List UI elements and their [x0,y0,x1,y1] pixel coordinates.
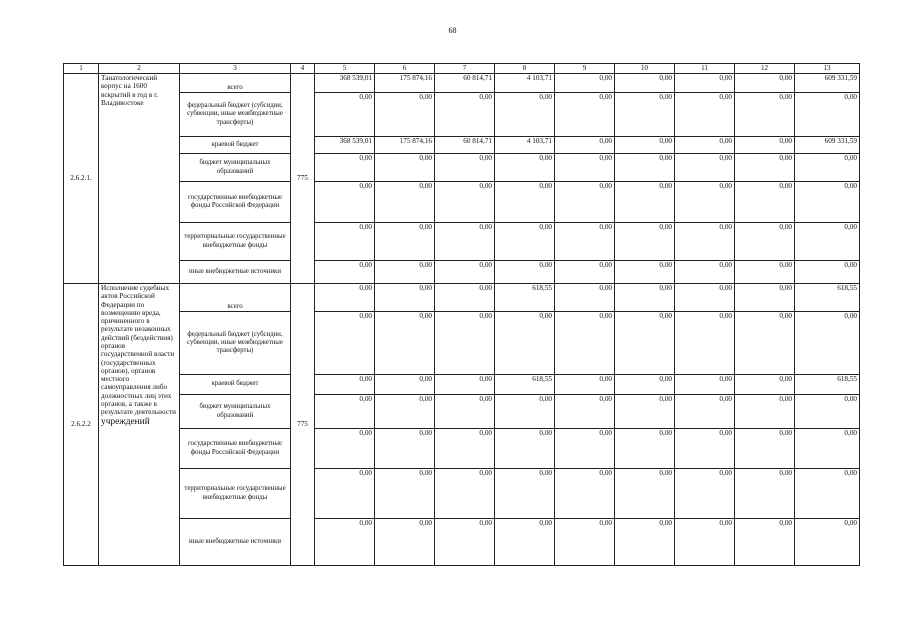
table-row [64,469,860,519]
page-number: 68 [448,26,457,35]
value-cell: 0,00 [735,519,795,566]
value-cell: 0,00 [675,261,735,284]
funding-source: иные внебюджетные источники [180,519,291,566]
value-cell: 0,00 [795,223,860,261]
value-cell: 0,00 [435,154,495,182]
value-cell: 0,00 [615,519,675,566]
column-number-cell: 12 [735,64,795,74]
value-cell: 0,00 [375,261,435,284]
value-cell: 0,00 [675,312,735,375]
value-cell: 0,00 [435,223,495,261]
value-cell: 618,55 [495,284,555,312]
sections-body [64,74,860,566]
value-cell: 0,00 [435,284,495,312]
value-cell: 0,00 [795,395,860,429]
value-cell: 0,00 [675,137,735,154]
funding-source: территориальные государственные внебюджетные фонды [180,223,291,261]
value-cell: 175 874,16 [375,74,435,93]
table-row [64,137,860,154]
value-cell: 0,00 [375,223,435,261]
value-cell: 0,00 [495,469,555,519]
value-cell: 0,00 [615,429,675,469]
value-cell: 0,00 [315,223,375,261]
value-cell: 0,00 [735,429,795,469]
value-cell: 0,00 [555,261,615,284]
value-cell: 0,00 [795,182,860,223]
grbs-code: 775 [291,284,315,566]
value-cell: 609 331,59 [795,74,860,93]
funding-source: территориальные государственные внебюджетные фонды [180,469,291,519]
funding-source: федеральный бюджет (субсидии, субвенции, иные межбюджетные трансферты) [180,93,291,137]
value-cell: 0,00 [555,182,615,223]
column-number-cell: 7 [435,64,495,74]
value-cell: 618,55 [795,375,860,395]
value-cell: 0,00 [375,519,435,566]
item-code: 2.6.2.1. [64,74,99,284]
value-cell: 0,00 [435,312,495,375]
value-cell: 0,00 [735,375,795,395]
value-cell: 4 103,71 [495,74,555,93]
value-cell: 0,00 [555,395,615,429]
value-cell: 0,00 [555,74,615,93]
value-cell: 0,00 [735,395,795,429]
funding-source: иные внебюджетные источники [180,261,291,284]
value-cell: 618,55 [495,375,555,395]
value-cell: 0,00 [675,223,735,261]
value-cell: 368 539,01 [315,137,375,154]
item-name [99,284,180,566]
value-cell: 0,00 [795,429,860,469]
value-cell: 0,00 [375,284,435,312]
table-row [64,429,860,469]
value-cell: 0,00 [495,312,555,375]
value-cell: 0,00 [375,429,435,469]
table-row [64,284,860,312]
value-cell: 0,00 [675,74,735,93]
value-cell: 609 331,59 [795,137,860,154]
value-cell: 0,00 [795,93,860,137]
value-cell: 0,00 [555,93,615,137]
value-cell: 0,00 [735,137,795,154]
value-cell: 0,00 [495,395,555,429]
table-row [64,261,860,284]
value-cell: 0,00 [675,519,735,566]
value-cell: 0,00 [315,469,375,519]
value-cell: 0,00 [675,375,735,395]
column-number-cell: 3 [180,64,291,74]
value-cell: 0,00 [555,429,615,469]
value-cell: 0,00 [435,261,495,284]
value-cell: 0,00 [315,93,375,137]
funding-source: государственные внебюджетные фонды Российской Федерации [180,182,291,223]
column-number-cell: 6 [375,64,435,74]
value-cell: 0,00 [615,312,675,375]
value-cell: 0,00 [435,93,495,137]
value-cell: 60 814,71 [435,74,495,93]
value-cell: 0,00 [675,93,735,137]
value-cell: 0,00 [495,261,555,284]
value-cell: 0,00 [675,429,735,469]
table-row [64,312,860,375]
value-cell: 0,00 [555,375,615,395]
value-cell: 0,00 [615,223,675,261]
table-row [64,395,860,429]
value-cell: 0,00 [375,395,435,429]
value-cell: 0,00 [735,261,795,284]
value-cell: 0,00 [615,74,675,93]
value-cell: 0,00 [795,519,860,566]
column-number-cell: 8 [495,64,555,74]
value-cell: 0,00 [615,154,675,182]
value-cell: 0,00 [675,469,735,519]
column-number-cell: 2 [99,64,180,74]
value-cell: 0,00 [435,429,495,469]
value-cell: 0,00 [615,284,675,312]
column-number-cell: 5 [315,64,375,74]
value-cell: 0,00 [315,519,375,566]
column-number-cell: 1 [64,64,99,74]
value-cell: 0,00 [495,223,555,261]
value-cell: 0,00 [315,312,375,375]
table-row [64,223,860,261]
value-cell: 0,00 [315,261,375,284]
value-cell: 0,00 [795,154,860,182]
value-cell: 0,00 [735,469,795,519]
value-cell: 0,00 [435,519,495,566]
value-cell: 0,00 [375,375,435,395]
value-cell: 0,00 [315,395,375,429]
value-cell: 0,00 [435,182,495,223]
funding-source: всего [180,74,291,93]
value-cell: 0,00 [615,395,675,429]
value-cell: 0,00 [555,137,615,154]
value-cell: 0,00 [735,93,795,137]
value-cell: 0,00 [675,395,735,429]
value-cell: 0,00 [495,519,555,566]
column-number-row [64,64,860,74]
value-cell: 0,00 [315,284,375,312]
value-cell: 0,00 [735,74,795,93]
funding-source: федеральный бюджет (субсидии, субвенции, иные межбюджетные трансферты) [180,312,291,375]
column-number-cell: 13 [795,64,860,74]
value-cell: 0,00 [735,312,795,375]
value-cell: 0,00 [375,93,435,137]
value-cell: 618,55 [795,284,860,312]
value-cell: 4 103,71 [495,137,555,154]
table-row [64,93,860,137]
value-cell: 0,00 [315,375,375,395]
value-cell: 0,00 [315,182,375,223]
funding-source: краевой бюджет [180,137,291,154]
table-row [64,519,860,566]
value-cell: 0,00 [315,429,375,469]
grbs-code: 775 [291,74,315,284]
column-number-cell: 4 [291,64,315,74]
value-cell: 0,00 [615,182,675,223]
value-cell: 0,00 [675,154,735,182]
funding-source: бюджет муниципальных образований [180,395,291,429]
table-row [64,182,860,223]
value-cell: 60 814,71 [435,137,495,154]
value-cell: 0,00 [435,395,495,429]
value-cell: 0,00 [495,182,555,223]
value-cell: 175 874,16 [375,137,435,154]
value-cell: 0,00 [435,375,495,395]
funding-source: всего [180,284,291,312]
value-cell: 0,00 [675,284,735,312]
value-cell: 0,00 [615,375,675,395]
budget-table [63,63,860,566]
value-cell: 0,00 [615,469,675,519]
table-row [64,74,860,93]
value-cell: 0,00 [795,312,860,375]
funding-source: краевой бюджет [180,375,291,395]
value-cell: 0,00 [555,223,615,261]
value-cell: 0,00 [615,93,675,137]
value-cell: 0,00 [555,312,615,375]
value-cell: 0,00 [495,154,555,182]
value-cell: 0,00 [555,154,615,182]
value-cell: 0,00 [555,284,615,312]
value-cell: 0,00 [735,284,795,312]
column-number-cell: 9 [555,64,615,74]
value-cell: 0,00 [495,93,555,137]
value-cell: 368 539,01 [315,74,375,93]
value-cell: 0,00 [735,223,795,261]
column-number-cell: 10 [615,64,675,74]
value-cell: 0,00 [375,312,435,375]
item-name-text: Исполнение судебных актов Российской Федерации по возмещению вреда, причиненного в результате незаконных действий (бездействия) органов государственной власти (государственных органов), органов местного самоуправления либо должностных лиц этих органов, а также в результате деятельности [101,284,176,417]
item-name-last-word: учреждений [101,416,150,427]
value-cell: 0,00 [375,154,435,182]
value-cell: 0,00 [375,182,435,223]
table-row [64,375,860,395]
item-name-text: Танатологический корпус на 1600 вскрытий в год в г. Владивостоке [101,74,159,107]
value-cell: 0,00 [735,154,795,182]
value-cell: 0,00 [795,261,860,284]
value-cell: 0,00 [435,469,495,519]
value-cell: 0,00 [495,429,555,469]
funding-source: государственные внебюджетные фонды Российской Федерации [180,429,291,469]
value-cell: 0,00 [615,137,675,154]
value-cell: 0,00 [555,469,615,519]
funding-source: бюджет муниципальных образований [180,154,291,182]
value-cell: 0,00 [555,519,615,566]
column-number-cell: 11 [675,64,735,74]
value-cell: 0,00 [375,469,435,519]
value-cell: 0,00 [315,154,375,182]
value-cell: 0,00 [795,469,860,519]
item-code: 2.6.2.2 [64,284,99,566]
value-cell: 0,00 [735,182,795,223]
value-cell: 0,00 [615,261,675,284]
item-name [99,74,180,284]
table-row [64,154,860,182]
value-cell: 0,00 [675,182,735,223]
